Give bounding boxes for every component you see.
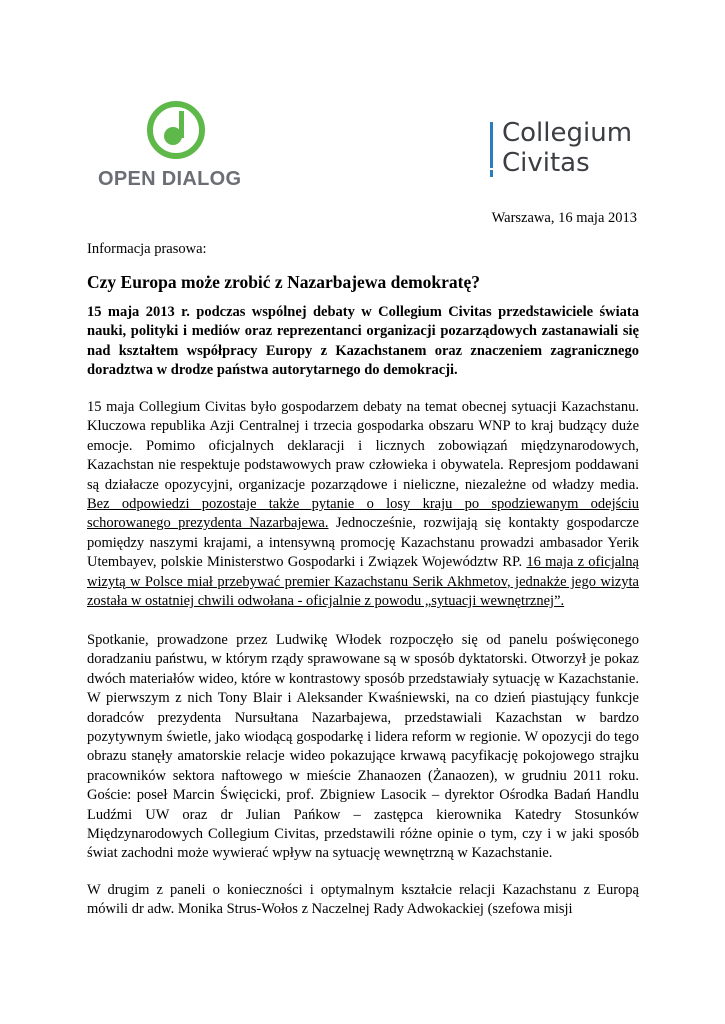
open-dialog-logo-icon xyxy=(146,100,206,160)
collegium-logo-bar xyxy=(490,122,493,168)
open-dialog-logo-text: OPEN DIALOG xyxy=(98,168,242,190)
collegium-logo-line1: Collegium xyxy=(502,118,633,148)
open-dialog-logo xyxy=(98,100,258,192)
paragraph-1-text-b: Jednocześnie, rozwijają się kontakty gospodarcze pomiędzy naszymi krajami, a intensywną promocję Kazachstanu prowadzi ambasador Yerik Utembayev, polskie Ministerstwo Gospodarki i Związek Województw RP. xyxy=(87,515,639,571)
paragraph-1-underlined-1: Bez odpowiedzi pozostaje także pytanie o losy kraju po spodziewanym odejściu schorowanego prezydenta Nazarbajewa. xyxy=(87,496,639,532)
paragraph-1-underlined-2: 16 maja z oficjalną wizytą w Polsce miał przebywać premier Kazachstanu Serik Akhmetov, jednakże jego wizyta została w ostatniej chwili odwołana - oficjalnie z powodu „sytuacji wewnętrznej”. xyxy=(87,554,639,610)
paragraph-3: W drugim z paneli o konieczności i optymalnym kształcie relacji Kazachstanu z Europą mówili dr adw. Monika Strus-Wołos z Naczelnej Rady Adwokackiej (szefowa misji xyxy=(87,882,639,918)
collegium-civitas-logo xyxy=(490,118,650,182)
collegium-logo-line2: Civitas xyxy=(502,148,590,178)
lead-paragraph: 15 maja 2013 r. podczas wspólnej debaty w Collegium Civitas przedstawiciele świata nauki, polityki i mediów oraz reprezentanci organizacji pozarządowych zastanawiali się nad kształtem współpracy Europy z Kazachstanem oraz znaczeniem zagranicznego doradztwa w drodze państwa autorytarnego do demokracji. xyxy=(87,304,639,379)
collegium-logo-dot xyxy=(490,170,493,177)
paragraph-1 xyxy=(87,398,639,611)
document-date: Warszawa, 16 maja 2013 xyxy=(491,210,637,226)
paragraph-2: Spotkanie, prowadzone przez Ludwikę Włodek rozpoczęło się od panelu poświęconego doradzaniu państwu, w którym rządy sprawowane są w sposób dyktatorski. Otworzył je pokaz dwóch materiałów wideo, które w kontrastowy sposób przedstawiały sytuację w Kazachstanie. W pierwszym z nich Tony Blair i Aleksander Kwaśniewski, na co dzień piastujący funkcje doradców prezydenta Nursułtana Nazarbajewa, przedstawiali Kazachstan w bardzo pozytywnym świetle, jako wiodącą gospodarkę i lidera reform w regionie. W opozycji do tego obrazu stanęły amatorskie relacje wideo pokazujące krwawą pacyfikację pokojowego strajku pracowników sektora naftowego w mieście Zhanaozen (Żanaozen), w grudniu 2011 roku. Goście: poseł Marcin Święcicki, prof. Zbigniew Lasocik – dyrektor Ośrodka Badań Handlu Ludźmi UW oraz dr Julian Pańkow – zastępca kierownika Katedry Stosunków Międzynarodowych Collegium Civitas, przedstawili różne opinie o tym, czy i w jaki sposób świat zachodni może wywierać wpływ na sytuację wewnętrzną w Kazachstanie. xyxy=(87,632,639,862)
press-info-label: Informacja prasowa: xyxy=(87,241,207,257)
paragraph-1-text-a: 15 maja Collegium Civitas było gospodarzem debaty na temat obecnej sytuacji Kazachstanu. Kluczowa republika Azji Centralnej i trzecia gospodarka obszaru WNP to kraj budzący duże emocje. Pomimo oficjalnych deklaracji i licznych zobowiązań międzynarodowych, Kazachstan nie respektuje podstawowych praw człowieka i obywatela. Represjom poddawani są działacze opozycyjni, organizacje pozarządowe i nieliczne, niezależne od władzy media. xyxy=(87,399,639,493)
document-title: Czy Europa może zrobić z Nazarbajewa demokratę? xyxy=(87,272,481,292)
